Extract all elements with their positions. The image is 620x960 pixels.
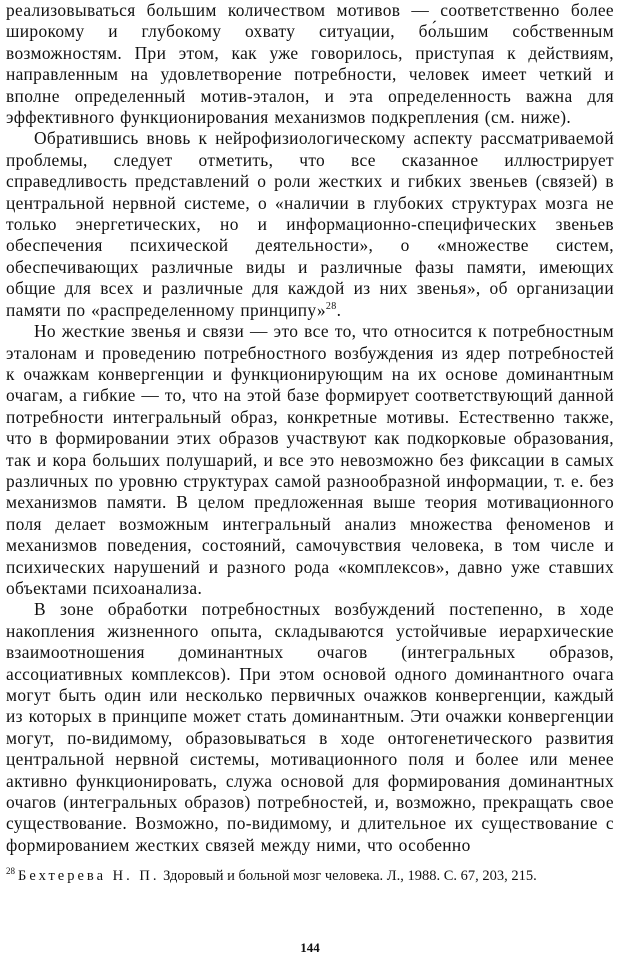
- footnote-reference: 28: [325, 300, 337, 312]
- paragraph-2: Обратившись вновь к нейрофизиологическому аспекту рассматриваемой проблемы, следует отметить, что все сказанное иллюстрирует справедливость представлений о роли жестких и гибких звеньев (связей) в центральной нервной системе, о «наличии в глубоких структурах мозга не только энергетических, но и информационно-специфических звеньев обеспечения психической деятельности», о «множестве систем, обеспечивающих различные виды и различные фазы памяти, имеющих общие для всех и различные для каждой из них звенья», об организации памяти по «распределенному принципу»$^{28}$.: [6, 128, 614, 320]
- paragraph-3: Но жесткие звенья и связи — это все то, что относится к потребностным эталонам и проведению потребностного возбуждения из ядер потребностей к очажкам конвергенции и функционирующим на их основе доминантным очагам, а гибкие — то, что на этой базе формирует соответствующий данной потребности интегральный образ, конкретные мотивы. Естественно также, что в формировании этих образов участвуют как подкорковые образования, так и кора больших полушарий, и все это невозможно без фиксации в самых различных по уровню структурах самой разнообразной информации, т. е. без механизмов памяти. В целом предложенная выше теория мотивационного поля делает возможным интегральный анализ множества феноменов и механизмов поведения, состояний, самочувствия человека, в том числе и психических нарушений и разного рода «комплексов», давно уже ставших объектами психоанализа.: [6, 321, 614, 598]
- footnote: [6, 866, 614, 886]
- main-text: [6, 0, 614, 856]
- page-number: 144: [300, 940, 320, 955]
- paragraph-4: В зоне обработки потребностных возбуждений постепенно, в ходе накопления жизненного опыта, складываются устойчивые иерархические взаимоотношения доминантных очагов (интегральных образов, ассоциативных комплексов). При этом основой одного доминантного очага могут быть один или несколько первичных очажков конвергенции, каждый из которых в принципе может стать доминантным. Эти очажки конвергенции могут, по-видимому, образовываться в ходе онтогенетического развития центральной нервной системы, мотивационного поля и более или менее активно функционировать, служа основой для формирования доминантных очагов (интегральных образов) потребностей, и, возможно, прекращать свое существование. Возможно, по-видимому, и длительное их существование с формированием жестких связей между ними, что особенно: [6, 599, 614, 855]
- paragraph-1: реализовываться большим количеством мотивов — соответственно более широкому и глубокому охвату ситуации, бо́льшим собственным возможностям. При этом, как уже говорилось, приступая к действиям, направленным на удовлетворение потребности, человек имеет четкий и вполне определенный мотив-эталон, и эта определенность важна для эффективного функционирования механизмов подкрепления (см. ниже).: [6, 0, 614, 128]
- footnote-author: Бехтерева Н. П.: [18, 868, 160, 884]
- footnote-mark: 28: [6, 866, 15, 877]
- paragraph-2-text: Обратившись вновь к нейрофизиологическому аспекту рассматриваемой проблемы, следует отметить, что все сказанное иллюстрирует справедливость представлений о роли жестких и гибких звеньев (связей) в центральной нервной системе, о «наличии в глубоких структурах мозга не только энергетических, но и информационно-специфических звеньев обеспечения психической деятельности», о «множестве систем, обеспечивающих различные виды и различные фазы памяти, имеющих общие для всех и различные для каждой из них звенья», об организации памяти по «распределенному принципу»: [6, 128, 614, 320]
- footnote-text: Здоровый и больной мозг человека. Л., 1988. С. 67, 203, 215.: [159, 868, 537, 884]
